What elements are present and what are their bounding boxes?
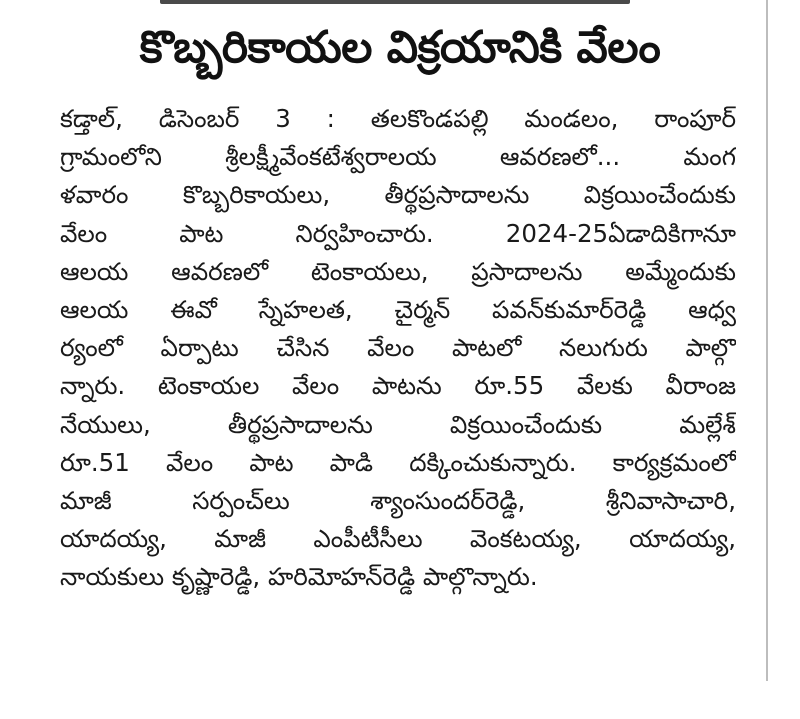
article-line: యాదయ్య, మాజీ ఎంపీటీసీలు వెంకటయ్య, యాదయ్య, [60, 524, 736, 554]
article-line: వేలం పాట నిర్వహించారు. 2024-25ఏడాదికిగానూ [60, 218, 736, 248]
article-line: ఆలయ ఈవో స్నేహలత, చైర్మన్ పవన్‌కుమార్‌రెడ్డి ఆధ్వ [60, 295, 736, 325]
article-line: రూ.51 వేలం పాట పాడి దక్కించుకున్నారు. కార్యక్రమంలో [60, 447, 736, 477]
column-divider [766, 0, 768, 681]
article-line: న్నారు. టెంకాయల వేలం పాటను రూ.55 వేలకు వీరాంజ [60, 371, 736, 401]
article-headline: కొబ్బరికాయల విక్రయానికి వేలం [139, 22, 661, 73]
article-line: నాయకులు కృష్ణారెడ్డి, హరిమోహన్‌రెడ్డి పాల్గొన్నారు. [60, 562, 538, 592]
clipped-previous-headline [160, 0, 630, 6]
article-line: గ్రామంలోని శ్రీలక్ష్మీవేంకటేశ్వరాలయ ఆవరణలో... మంగ [60, 142, 736, 172]
article-body [60, 100, 736, 597]
article-line: ళవారం కొబ్బరికాయలు, తీర్థప్రసాదాలను విక్రయించేందుకు [60, 180, 736, 210]
article-line: నేయులు, తీర్థప్రసాదాలను విక్రయించేందుకు మల్లేశ్ [60, 409, 736, 439]
article-line: ర్యంలో ఏర్పాటు చేసిన వేలం పాటలో నలుగురు పాల్గొ [60, 333, 736, 363]
clipped-text-fragment [160, 0, 630, 4]
article-line: మాజీ సర్పంచ్‌లు శ్యాంసుందర్‌రెడ్డి, శ్రీనివాసాచారి, [60, 486, 736, 516]
article-line: ఆలయ ఆవరణలో టెంకాయలు, ప్రసాదాలను అమ్మేందుకు [60, 256, 736, 286]
page-bottom-margin [0, 700, 800, 719]
article-line: కడ్తాల్, డిసెంబర్ 3 : తలకొండపల్లి మండలం, రాంపూర్ [60, 104, 736, 133]
